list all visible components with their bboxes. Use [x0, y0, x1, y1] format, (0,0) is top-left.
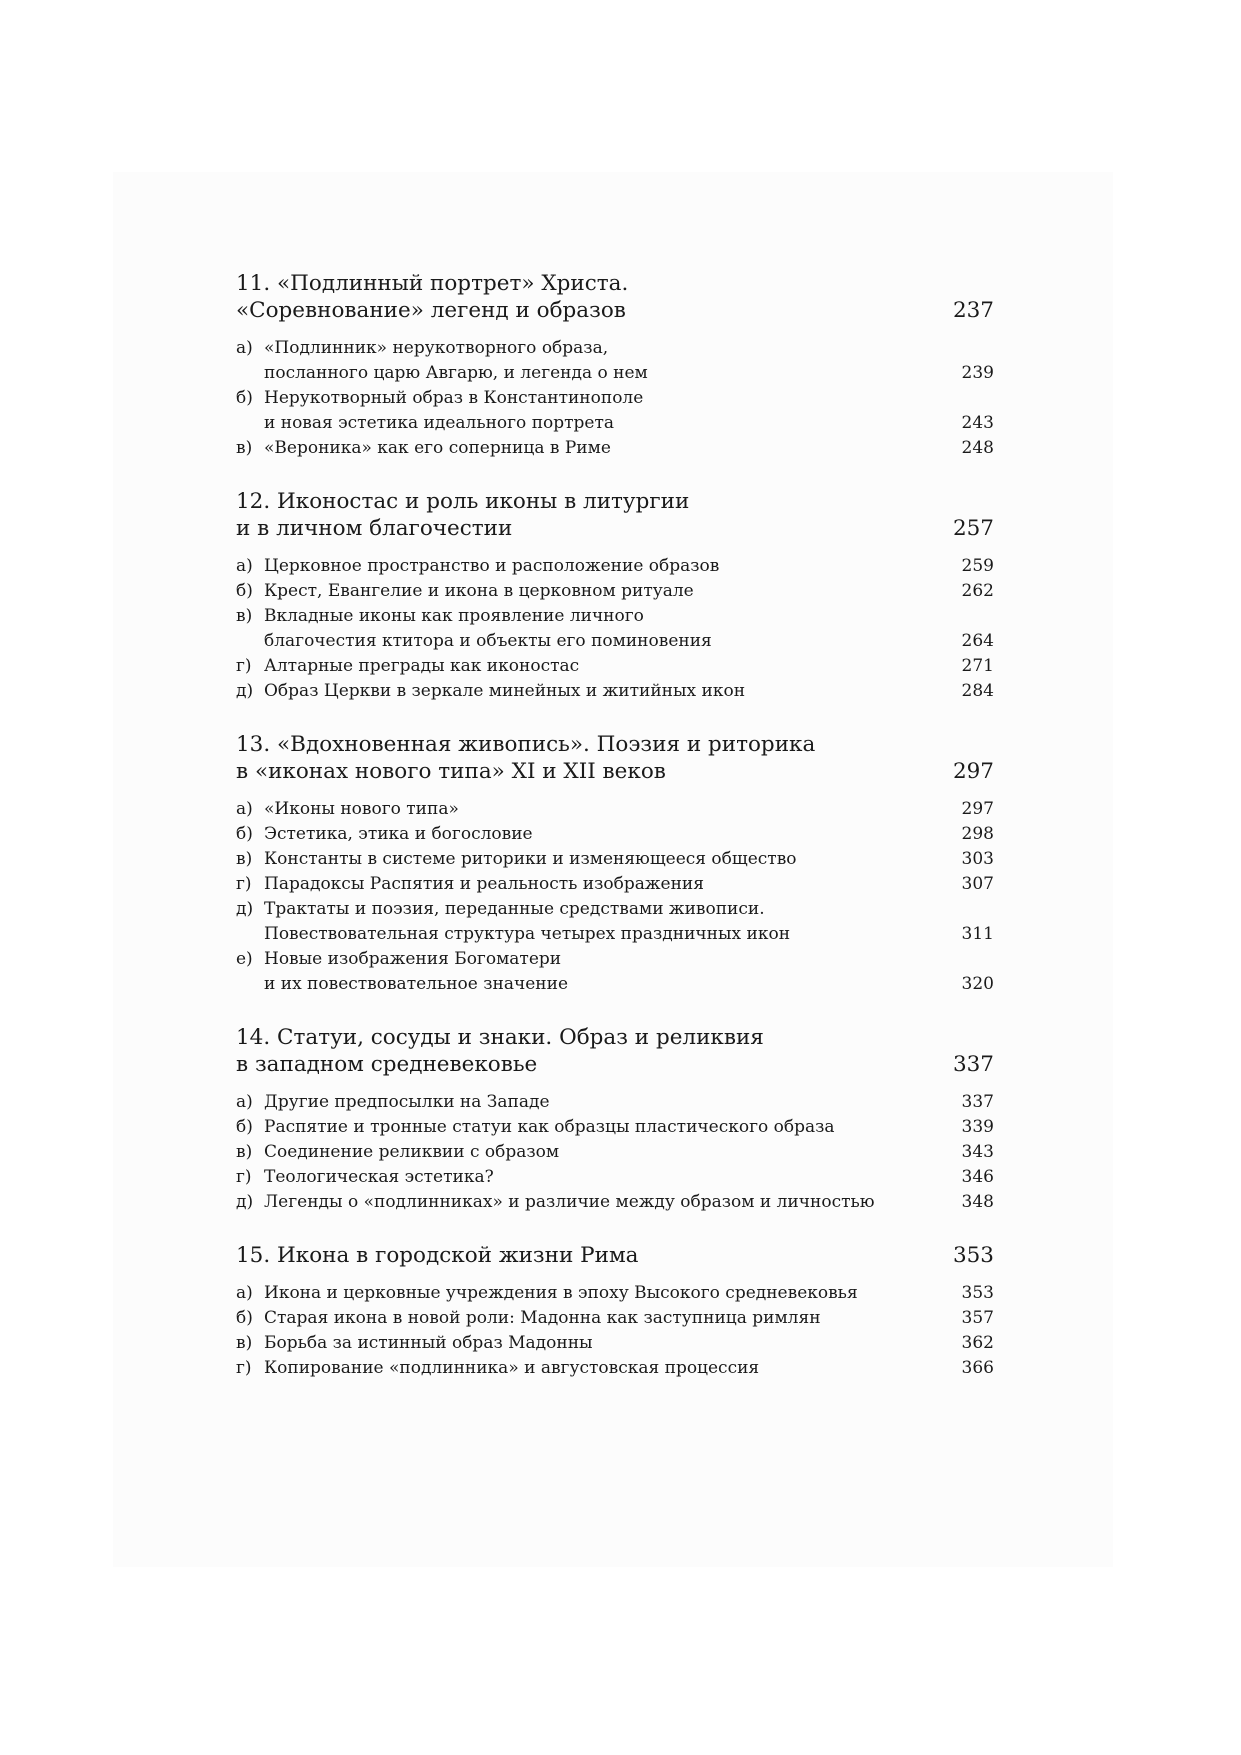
chapter-12	[236, 488, 994, 704]
item-page-number: 284	[961, 681, 994, 701]
toc-item	[236, 336, 994, 386]
toc-item	[236, 1090, 994, 1115]
item-letter: в)	[236, 849, 253, 869]
item-page-number: 320	[961, 974, 994, 994]
chapter-page-number: 353	[952, 1243, 994, 1268]
item-title-line: Распятие и тронные статуи как образцы пластического образа	[264, 1117, 835, 1137]
item-letter: д)	[236, 1192, 254, 1212]
item-page-number: 259	[961, 556, 994, 576]
item-page-number: 337	[961, 1092, 994, 1112]
chapter-title-line: 15. Икона в городской жизни Рима	[236, 1243, 639, 1268]
chapter-11	[236, 270, 994, 461]
item-title-line: «Иконы нового типа»	[264, 799, 459, 819]
item-page-number: 239	[961, 363, 994, 383]
item-page-number: 271	[961, 656, 994, 676]
toc-item	[236, 797, 994, 822]
item-letter: а)	[236, 1283, 253, 1303]
chapter-heading	[236, 488, 994, 542]
toc-item	[236, 1140, 994, 1165]
toc-item	[236, 386, 994, 436]
chapter-14	[236, 1024, 994, 1215]
toc-item	[236, 872, 994, 897]
chapter-13	[236, 731, 994, 997]
item-page-number: 307	[961, 874, 994, 894]
chapter-15	[236, 1242, 994, 1381]
toc-item	[236, 847, 994, 872]
item-title-line: Крест, Евангелие и икона в церковном ритуале	[264, 581, 694, 601]
item-page-number: 366	[961, 1358, 994, 1378]
chapter-heading	[236, 1024, 994, 1078]
item-page-number: 243	[961, 413, 994, 433]
item-title-line: благочестия ктитора и объекты его поминовения	[264, 631, 712, 651]
chapter-title-line: 14. Статуи, сосуды и знаки. Образ и реликвия	[236, 1025, 764, 1050]
item-title-line: и их повествовательное значение	[264, 974, 568, 994]
item-title-line: посланного царю Авгарю, и легенда о нем	[264, 363, 648, 383]
item-letter: г)	[236, 1167, 252, 1187]
item-page-number: 357	[961, 1308, 994, 1328]
item-letter: б)	[236, 388, 253, 408]
table-of-contents	[236, 270, 994, 1408]
chapter-title-line: 11. «Подлинный портрет» Христа.	[236, 271, 629, 296]
chapter-title-line: и в личном благочестии	[236, 516, 513, 541]
item-page-number: 339	[961, 1117, 994, 1137]
item-title-line: Вкладные иконы как проявление личного	[264, 606, 644, 626]
chapter-page-number: 297	[952, 759, 994, 784]
item-title-line: и новая эстетика идеального портрета	[264, 413, 615, 433]
toc-item	[236, 654, 994, 679]
toc-item	[236, 1165, 994, 1190]
chapter-title-line: «Соревнование» легенд и образов	[236, 298, 626, 323]
toc-item	[236, 897, 994, 947]
toc-item	[236, 436, 994, 461]
item-letter: б)	[236, 824, 253, 844]
item-page-number: 298	[961, 824, 994, 844]
chapter-title-line: в западном средневековье	[236, 1052, 538, 1077]
item-title-line: Икона и церковные учреждения в эпоху Высокого средневековья	[264, 1283, 858, 1303]
toc-item	[236, 579, 994, 604]
toc-item	[236, 1331, 994, 1356]
item-page-number: 303	[961, 849, 994, 869]
item-letter: а)	[236, 556, 253, 576]
item-page-number: 343	[961, 1142, 994, 1162]
item-title-line: Легенды о «подлинниках» и различие между образом и личностью	[264, 1192, 875, 1212]
item-letter: б)	[236, 581, 253, 601]
item-title-line: Борьба за истинный образ Мадонны	[264, 1333, 593, 1353]
toc-item	[236, 1306, 994, 1331]
chapter-page-number: 257	[952, 516, 994, 541]
item-title-line: Трактаты и поэзия, переданные средствами живописи.	[264, 899, 765, 919]
toc-item	[236, 947, 994, 997]
item-title-line: Константы в системе риторики и изменяющееся общество	[264, 849, 797, 869]
chapter-title-line: 12. Иконостас и роль иконы в литургии	[236, 489, 690, 514]
toc-item	[236, 679, 994, 704]
item-title-line: Другие предпосылки на Западе	[264, 1092, 550, 1112]
item-title-line: Парадоксы Распятия и реальность изображения	[264, 874, 704, 894]
chapter-title-line: 13. «Вдохновенная живопись». Поэзия и риторика	[236, 732, 816, 757]
item-page-number: 262	[961, 581, 994, 601]
item-title-line: Новые изображения Богоматери	[264, 949, 562, 969]
item-page-number: 248	[961, 438, 994, 458]
chapter-title-line: в «иконах нового типа» XI и XII веков	[236, 759, 666, 784]
chapter-heading	[236, 1242, 994, 1269]
item-page-number: 346	[961, 1167, 994, 1187]
item-page-number: 297	[961, 799, 994, 819]
item-title-line: Старая икона в новой роли: Мадонна как заступница римлян	[264, 1308, 821, 1328]
item-title-line: «Подлинник» нерукотворного образа,	[264, 338, 609, 358]
item-title-line: «Вероника» как его соперница в Риме	[264, 438, 611, 458]
item-letter: а)	[236, 1092, 253, 1112]
item-letter: д)	[236, 681, 254, 701]
item-page-number: 264	[961, 631, 994, 651]
item-page-number: 362	[961, 1333, 994, 1353]
chapter-page-number: 337	[952, 1052, 994, 1077]
toc-item	[236, 1356, 994, 1381]
toc-item	[236, 604, 994, 654]
item-letter: г)	[236, 1358, 252, 1378]
item-page-number: 311	[961, 924, 994, 944]
item-letter: е)	[236, 949, 253, 969]
item-title-line: Нерукотворный образ в Константинополе	[264, 388, 644, 408]
item-title-line: Соединение реликвии с образом	[264, 1142, 560, 1162]
item-letter: б)	[236, 1308, 253, 1328]
item-title-line: Эстетика, этика и богословие	[264, 824, 533, 844]
item-title-line: Копирование «подлинника» и августовская процессия	[264, 1358, 760, 1378]
item-letter: а)	[236, 338, 253, 358]
item-title-line: Теологическая эстетика?	[264, 1167, 494, 1187]
item-title-line: Алтарные преграды как иконостас	[264, 656, 580, 676]
item-letter: в)	[236, 606, 253, 626]
toc-item	[236, 1115, 994, 1140]
toc-item	[236, 554, 994, 579]
toc-item	[236, 1281, 994, 1306]
chapter-page-number: 237	[952, 298, 994, 323]
item-letter: г)	[236, 656, 252, 676]
item-letter: в)	[236, 438, 253, 458]
item-title-line: Повествовательная структура четырех праздничных икон	[264, 924, 791, 944]
item-letter: а)	[236, 799, 253, 819]
chapter-heading	[236, 270, 994, 324]
item-letter: б)	[236, 1117, 253, 1137]
item-page-number: 348	[961, 1192, 994, 1212]
item-letter: в)	[236, 1333, 253, 1353]
item-title-line: Церковное пространство и расположение образов	[264, 556, 720, 576]
toc-item	[236, 822, 994, 847]
chapter-heading	[236, 731, 994, 785]
item-letter: в)	[236, 1142, 253, 1162]
toc-item	[236, 1190, 994, 1215]
item-letter: д)	[236, 899, 254, 919]
item-page-number: 353	[961, 1283, 994, 1303]
item-title-line: Образ Церкви в зеркале минейных и житийных икон	[264, 681, 746, 701]
item-letter: г)	[236, 874, 252, 894]
